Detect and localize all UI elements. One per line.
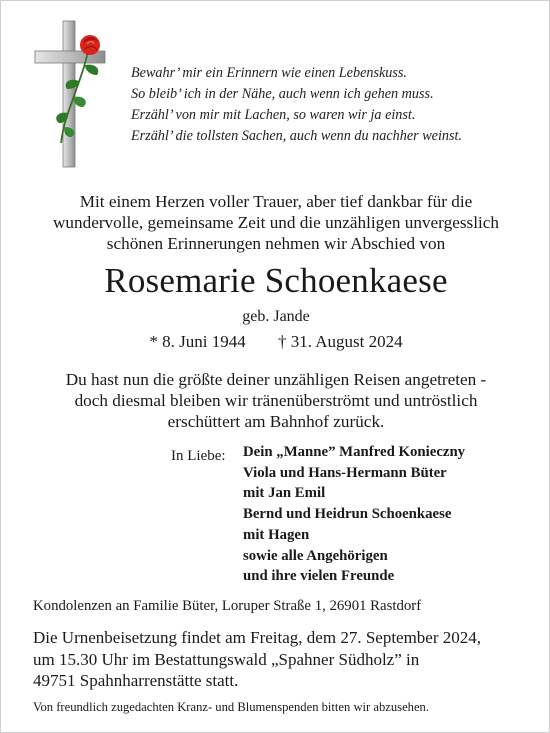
burial-line: 49751 Spahnharrenstätte statt. xyxy=(33,671,239,690)
intro-line: wundervolle, gemeinsame Zeit und die unzähligen unvergesslich xyxy=(53,213,499,232)
burial-line: Die Urnenbeisetzung findet am Freitag, dem 27. September 2024, xyxy=(33,628,482,647)
intro-text xyxy=(1,191,550,254)
intro-line: Mit einem Herzen voller Trauer, aber tief dankbar für die xyxy=(79,192,473,211)
cross-with-rose-icon xyxy=(33,19,109,169)
mourners-label: In Liebe: xyxy=(171,448,226,464)
deceased-name: Rosemarie Schoenkaese xyxy=(104,261,448,300)
intro-line: schönen Erinnerungen nehmen wir Abschied von xyxy=(106,234,446,253)
mourner-line: und ihre vielen Freunde xyxy=(243,568,395,585)
poem-line: Erzähl’ von mir mit Lachen, so waren wir ja einst. xyxy=(131,107,416,123)
mourner-line: sowie alle Angehörigen xyxy=(243,547,388,564)
death-date: † 31. August 2024 xyxy=(277,332,403,351)
farewell-line: doch diesmal bleiben wir tränenüberströmt und untröstlich xyxy=(74,391,478,410)
mourner-line: Dein „Manne” Manfred Konieczny xyxy=(243,444,466,460)
poem-line: Erzähl’ die tollsten Sachen, auch wenn du nachher weinst. xyxy=(131,128,462,144)
farewell-text xyxy=(1,369,550,432)
poem xyxy=(131,63,541,147)
mourners-list xyxy=(243,442,465,587)
burial-line: um 15.30 Uhr im Bestattungswald „Spahner Südholz” in xyxy=(33,649,420,669)
farewell-line: Du hast nun die größte deiner unzähligen Reisen angetreten - xyxy=(65,370,487,389)
mourner-line: Bernd und Heidrun Schoenkaese xyxy=(243,506,452,523)
farewell-line: erschüttert am Bahnhof zurück. xyxy=(167,412,385,431)
life-dates xyxy=(1,331,550,353)
birth-date: * 8. Juni 1944 xyxy=(149,332,246,351)
condolence-address: Kondolenzen an Familie Büter, Loruper Straße 1, 26901 Rastdorf xyxy=(33,598,422,614)
mourner-line: mit Hagen xyxy=(243,526,310,543)
burial-info xyxy=(33,627,481,692)
mourner-line: Viola und Hans-Hermann Büter xyxy=(243,464,447,481)
flowers-note: Von freundlich zugedachten Kranz- und Blumenspenden bitten wir abzusehen. xyxy=(33,700,429,714)
birth-name: geb. Jande xyxy=(242,308,310,325)
poem-line: So bleib’ ich in der Nähe, auch wenn ich gehen muss. xyxy=(131,86,434,102)
poem-line: Bewahr’ mir ein Erinnern wie einen Lebenskuss. xyxy=(131,65,407,81)
mourner-line: mit Jan Emil xyxy=(243,485,326,502)
